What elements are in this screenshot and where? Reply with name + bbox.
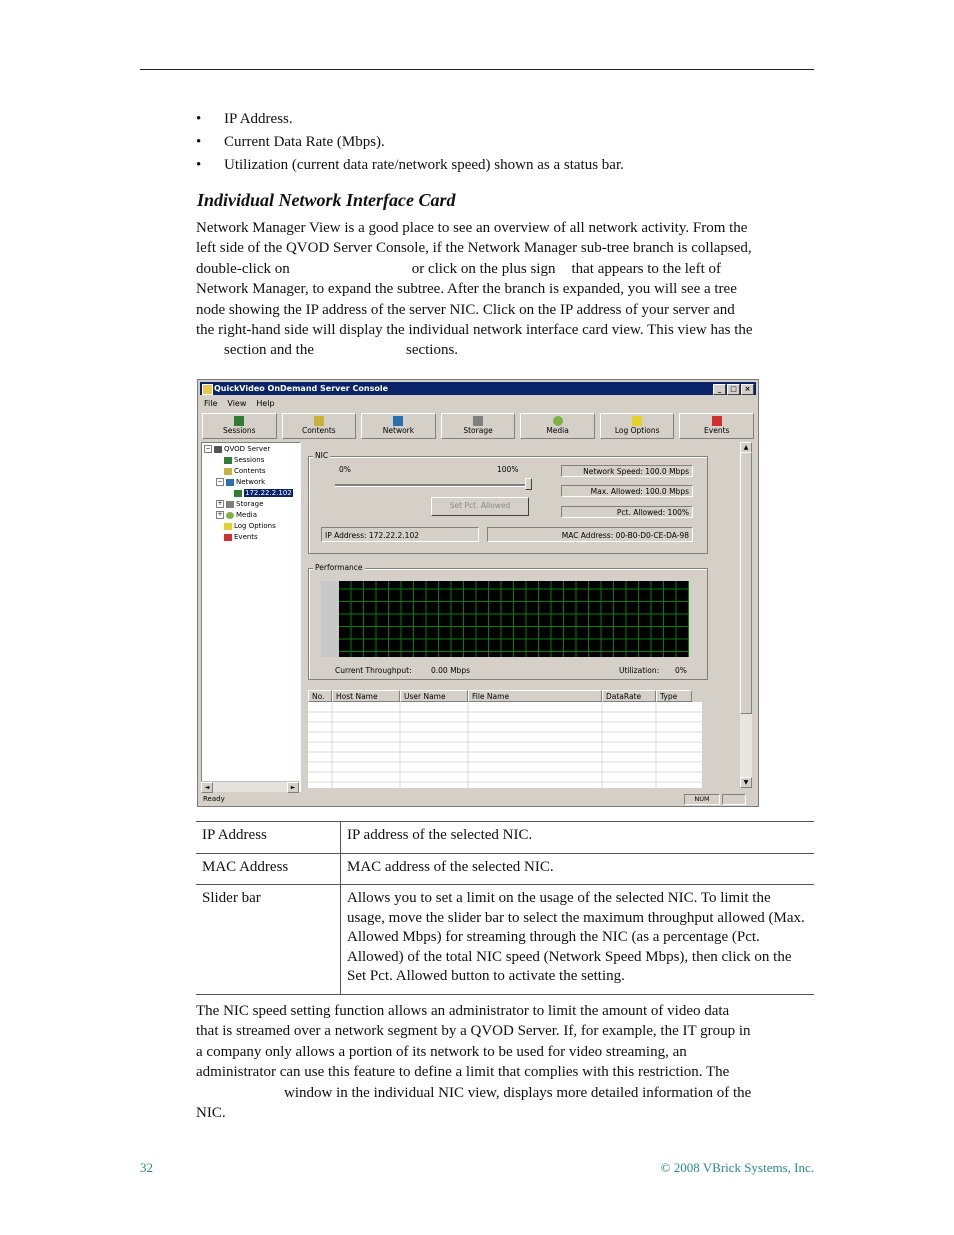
sessions-list[interactable]	[308, 702, 702, 788]
storage-icon	[226, 501, 234, 508]
sessions-icon	[224, 457, 232, 464]
nic-slider-handle[interactable]	[525, 478, 532, 490]
status-bar: Ready NUM	[200, 794, 756, 805]
menu-view[interactable]: View	[227, 399, 247, 408]
col-user-name[interactable]: User Name	[400, 690, 468, 702]
scroll-up-icon[interactable]: ▲	[740, 442, 752, 453]
maximize-button[interactable]: □	[727, 384, 740, 395]
collapse-icon[interactable]: −	[217, 478, 223, 485]
tree-item-events[interactable]: Events	[224, 533, 258, 541]
section-heading: Individual Network Interface Card	[197, 190, 456, 210]
events-button[interactable]: Events	[679, 413, 754, 439]
header-rule	[140, 69, 814, 70]
network-speed-field: Network Speed: 100.0 Mbps	[561, 465, 693, 477]
intro-paragraph: Network Manager View is a good place to see an overview of all network activity. From the left side of the QVOD Server Console, if the Network Manager sub-tree branch is collapsed, double-click on or click on the plus sign that appears to the left of Network Manager, to expand the subtree. After the branch is expanded, you will see a tree node showing the IP address of the server NIC. Click on the IP address of your server and the right-hand side will display the individual network interface card view. This view has the section and the sections.	[196, 220, 753, 359]
events-icon	[712, 416, 722, 426]
contents-icon	[314, 416, 324, 426]
network-icon	[226, 479, 234, 486]
mac-address-field: MAC Address: 00-B0-D0-CE-DA-98	[487, 527, 693, 542]
tree-item-network[interactable]: − Network	[217, 478, 266, 486]
scroll-thumb[interactable]	[740, 452, 752, 714]
storage-icon	[473, 416, 483, 426]
network-icon	[393, 416, 403, 426]
num-lock-indicator: NUM	[684, 794, 720, 805]
contents-button[interactable]: Contents	[282, 413, 357, 439]
col-no[interactable]: No.	[308, 690, 332, 702]
media-icon	[226, 512, 234, 519]
sessions-list-header	[308, 690, 692, 702]
col-type[interactable]: Type	[656, 690, 692, 702]
server-tree	[201, 442, 301, 792]
col-file-name[interactable]: File Name	[468, 690, 602, 702]
toolbar	[202, 413, 754, 439]
set-pct-allowed-button[interactable]: Set Pct. Allowed	[431, 497, 529, 516]
tree-item-ip[interactable]: 172.22.2.102	[234, 489, 293, 497]
tree-item-storage[interactable]: + Storage	[217, 500, 264, 508]
nic-slider-track[interactable]	[335, 484, 527, 487]
tree-item-sessions[interactable]: Sessions	[224, 456, 264, 464]
nic-icon	[234, 490, 242, 497]
closing-paragraph: The NIC speed setting function allows an administrator to limit the amount of video data that is streamed over a network segment by a QVOD Server. If, for example, the IT group in a company only allows a portion of its network to be used for video streaming, an administrator can use this feature to define a limit that complies with this restriction. The window in the individual NIC view, displays more detailed information of the NIC.	[196, 1003, 752, 1122]
minimize-button[interactable]: _	[713, 384, 726, 395]
list-item: • Utilization (current data rate/network speed) shown as a status bar.	[196, 157, 624, 173]
scroll-right-icon[interactable]: ►	[287, 782, 299, 793]
performance-group: Performance Current Throughput: 0.00 Mbps Utilization: 0%	[308, 568, 708, 680]
nic-group: NIC 0% 100% Network Speed: 100.0 Mbps Max. Allowed: 100.0 Mbps Pct. Allowed: 100% Set Pct. Allowed IP Address: 172.22.2.102 MAC Address: 00-B0-D0-CE-DA-98	[308, 456, 708, 554]
performance-graph	[339, 581, 689, 657]
contents-icon	[224, 468, 232, 475]
console-screenshot	[197, 379, 759, 807]
log-icon	[224, 523, 232, 530]
ip-address-field: IP Address: 172.22.2.102	[321, 527, 479, 542]
tree-hscrollbar[interactable]	[201, 781, 299, 792]
table-row: MAC Address MAC address of the selected NIC.	[196, 853, 814, 885]
definitions-table	[196, 821, 814, 995]
sessions-button[interactable]: Sessions	[202, 413, 277, 439]
menu-bar	[204, 399, 275, 408]
panel-vscrollbar[interactable]	[740, 442, 752, 788]
bullet-list	[196, 108, 796, 177]
app-icon	[202, 384, 213, 395]
menu-file[interactable]: File	[204, 399, 218, 408]
menu-help[interactable]: Help	[256, 399, 275, 408]
tree-item-log[interactable]: Log Options	[224, 522, 276, 530]
expand-icon[interactable]: +	[217, 500, 223, 507]
log-options-button[interactable]: Log Options	[600, 413, 675, 439]
col-host-name[interactable]: Host Name	[332, 690, 400, 702]
pct-allowed-field: Pct. Allowed: 100%	[561, 506, 693, 518]
scroll-left-icon[interactable]: ◄	[201, 782, 213, 793]
max-allowed-field: Max. Allowed: 100.0 Mbps	[561, 485, 693, 497]
col-datarate[interactable]: DataRate	[602, 690, 656, 702]
media-icon	[553, 416, 563, 426]
status-pane	[722, 794, 746, 805]
table-row: Slider bar Allows you to set a limit on the usage of the selected NIC. To limit the usage, move the slider bar to select the maximum throughput allowed (Max. Allowed Mbps) for streaming through the NIC (as a percentage (Pct. Allowed) of the total NIC speed (Network Speed Mbps), then click on the Set Pct. Allowed button to activate the setting.	[196, 885, 814, 995]
network-button[interactable]: Network	[361, 413, 436, 439]
sessions-icon	[234, 416, 244, 426]
scroll-down-icon[interactable]: ▼	[740, 777, 752, 788]
close-button[interactable]: ×	[741, 384, 754, 395]
page-number: 32	[140, 1160, 153, 1175]
tree-item-contents[interactable]: Contents	[224, 467, 266, 475]
log-icon	[632, 416, 642, 426]
collapse-icon[interactable]: −	[205, 445, 211, 452]
events-icon	[224, 534, 232, 541]
server-icon	[214, 446, 222, 453]
tree-item-media[interactable]: + Media	[217, 511, 258, 519]
list-item: • Current Data Rate (Mbps).	[196, 134, 385, 150]
storage-button[interactable]: Storage	[441, 413, 516, 439]
media-button[interactable]: Media	[520, 413, 595, 439]
expand-icon[interactable]: +	[217, 511, 223, 518]
nic-panel	[302, 442, 739, 788]
window-titlebar: QuickVideo OnDemand Server Console _ □ ×	[200, 382, 756, 395]
list-item: • IP Address.	[196, 111, 293, 127]
table-row: IP Address IP address of the selected NIC.	[196, 822, 814, 854]
utilization-bar	[321, 581, 341, 657]
tree-item-root[interactable]: − QVOD Server	[205, 445, 271, 453]
copyright: © 2008 VBrick Systems, Inc.	[660, 1160, 814, 1175]
